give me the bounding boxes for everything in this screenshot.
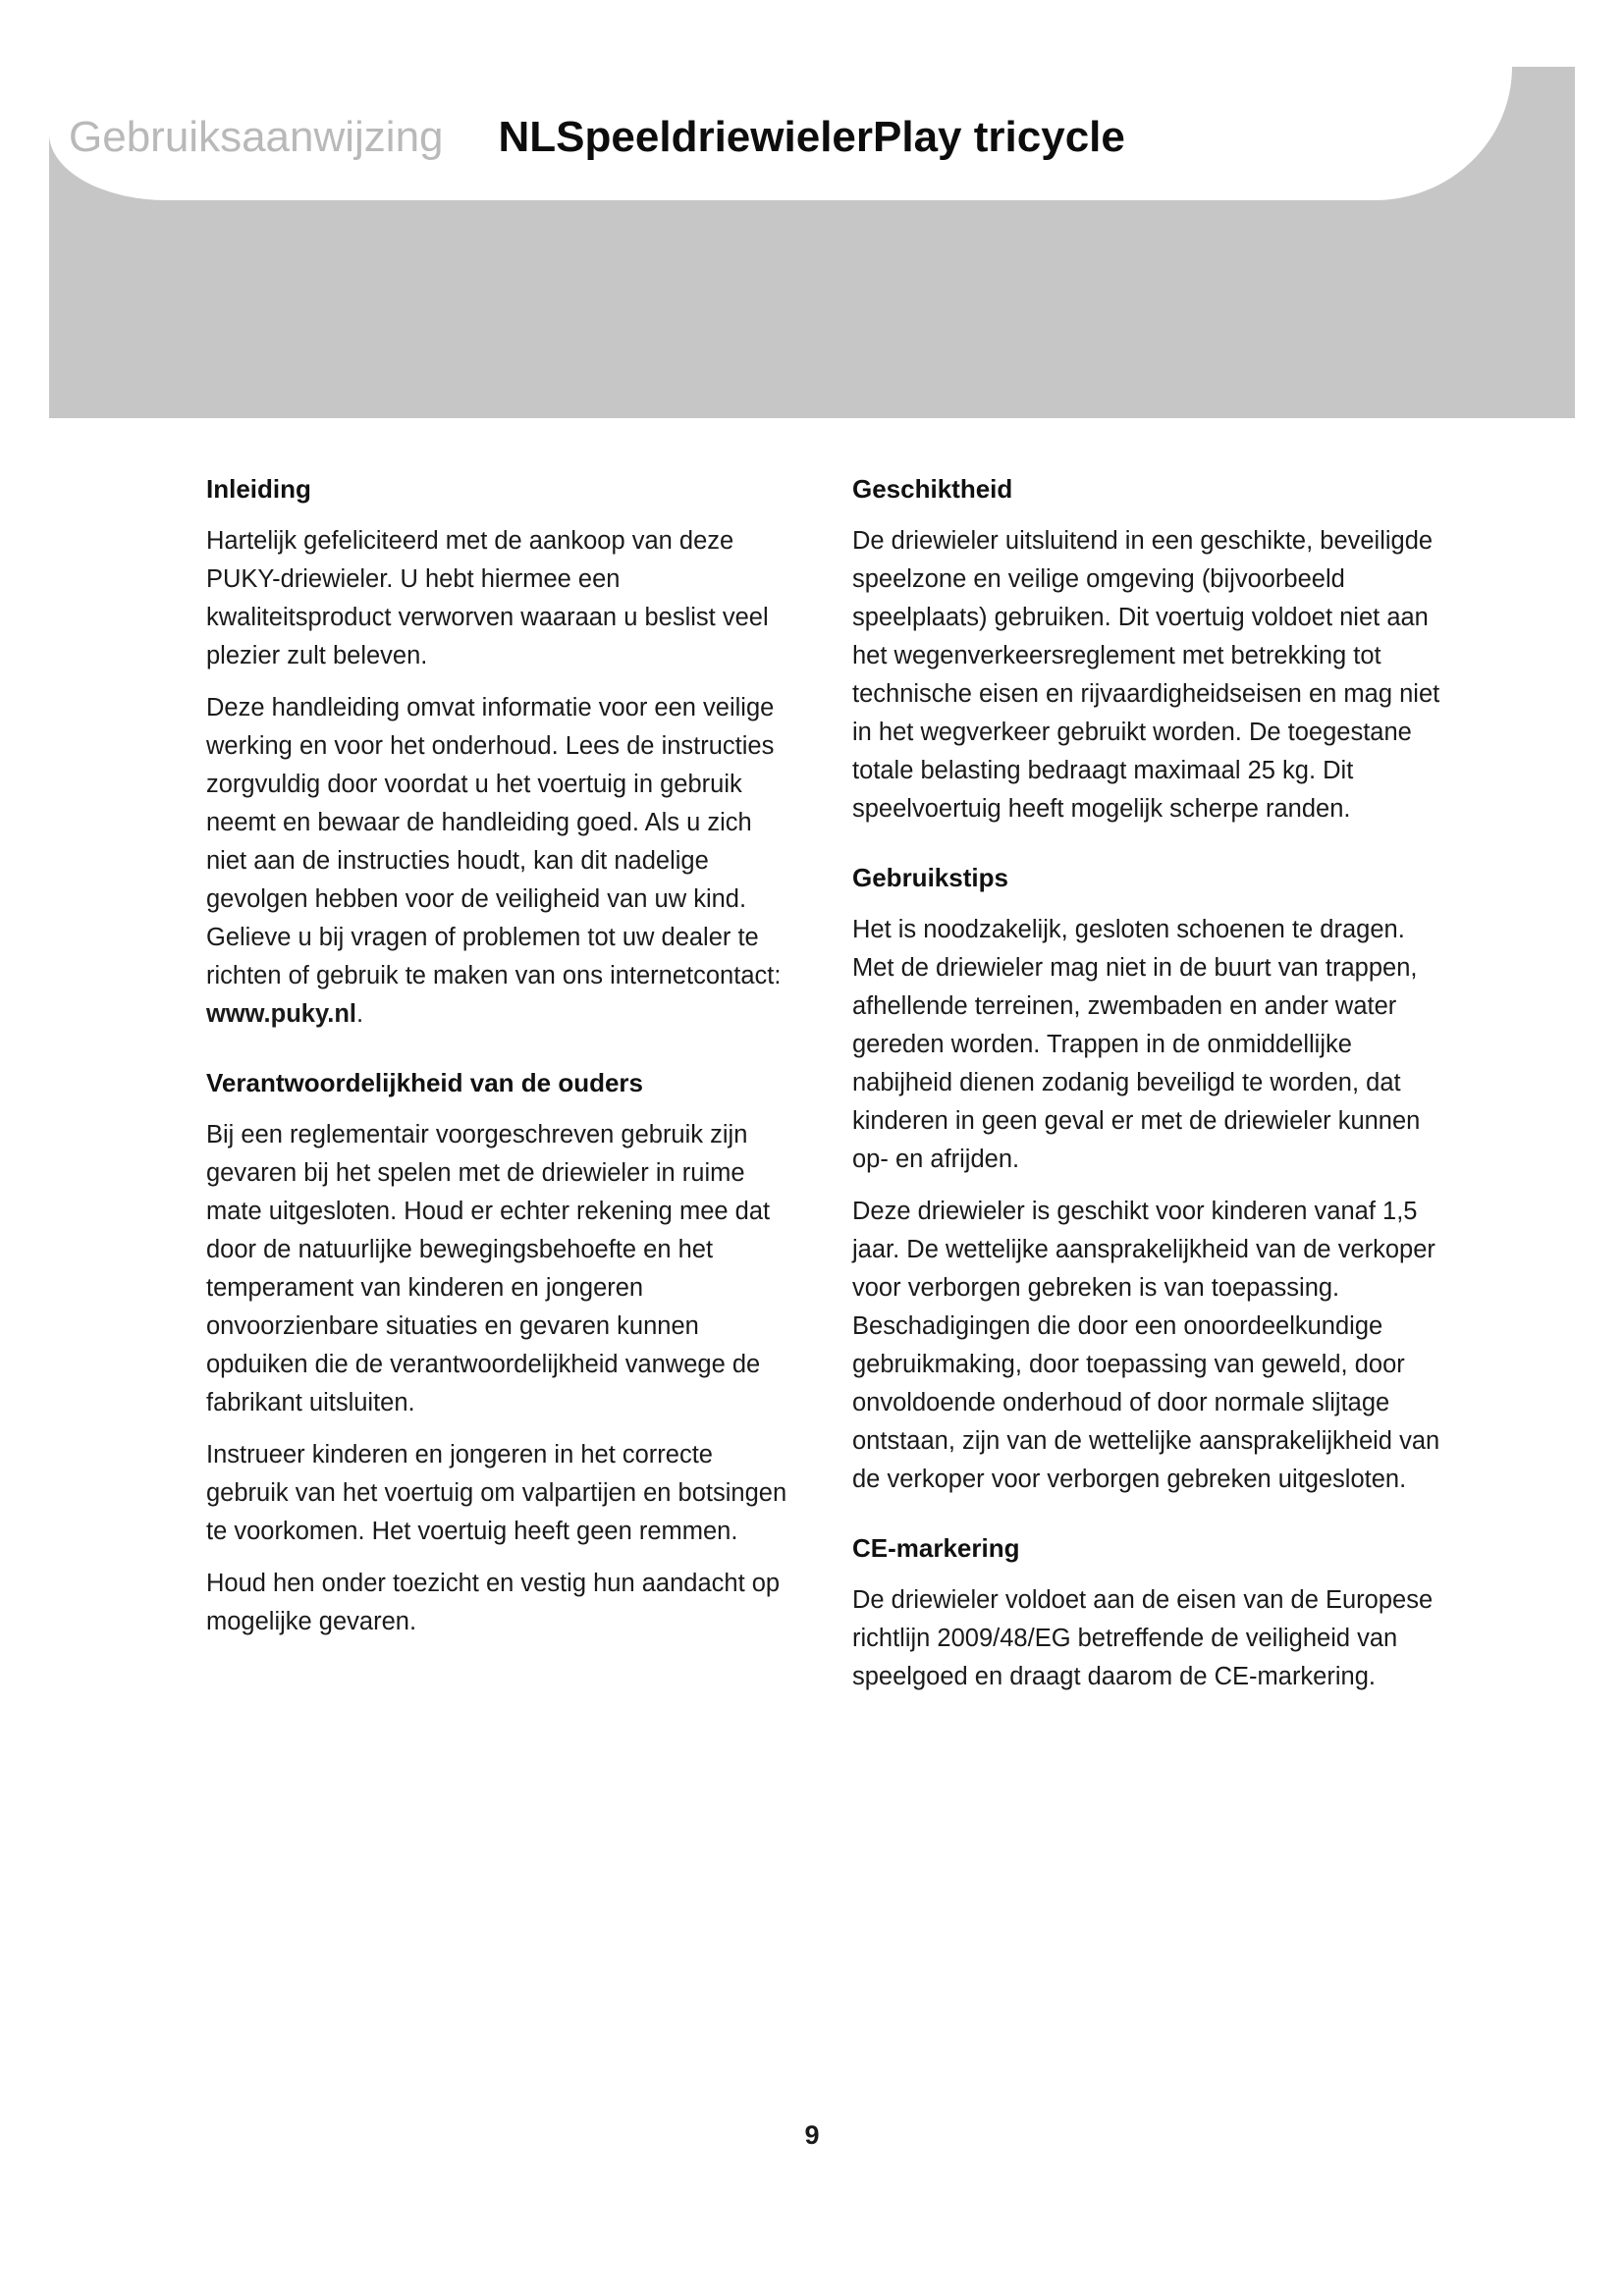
heading-inleiding: Inleiding [206,474,311,504]
page-number: 9 [804,2120,820,2150]
section-verantwoordelijkheid [206,1063,795,1641]
paragraph: Bij een reglementair voorgeschreven gebruik zijn gevaren bij het spelen met de driewieler in ruime mate uitgesloten. Houd er echter rekening mee dat door de natuurlijke bewegingsbehoefte en het temperament van kinderen en jongeren onvoorzienbare situaties en gevaren kunnen opduiken die de verantwoordelijkheid vanwege de fabrikant uitsluiten. [206,1121,771,1416]
left-column [206,469,795,1655]
paragraph: Houd hen onder toezicht en vestig hun aandacht op mogelijke gevaren. [206,1570,781,1635]
paragraph: Instrueer kinderen en jongeren in het correcte gebruik van het voertuig om valpartijen en botsingen te voorkomen. Het voertuig heeft geen remmen. [206,1441,787,1545]
paragraph: Deze driewieler is geschikt voor kinderen vanaf 1,5 jaar. De wettelijke aansprakelijkheid van de verkoper voor verborgen gebreken is van toepassing. Beschadigingen die door een onoordeelkundige gebruikmaking, door toepassing van geweld, door onvoldoende onderhoud of door normale slijtage ontstaan, zijn van de wettelijke aansprakelijkheid van de verkoper voor verborgen gebreken uitgesloten. [852,1198,1440,1493]
section-ce-markering [852,1528,1441,1696]
section-inleiding [206,469,795,1034]
heading-geschiktheid: Geschiktheid [852,474,1013,504]
paragraph-text: Deze handleiding omvat informatie voor een veilige werking en voor het onderhoud. Lees de instructies zorgvuldig door voordat u het voertuig in gebruik neemt en bewaar de handleiding goed. Als u zich niet aan de instructies houdt, kan dit nadelige gevolgen hebben voor de veiligheid van uw kind. Gelieve u bij vragen of problemen tot uw dealer te richten of gebruik te maken van ons internetcontact: [206,694,782,989]
paragraph-with-link [206,689,795,1034]
paragraph: Hartelijk gefeliciteerd met de aankoop van deze PUKY-driewieler. U hebt hiermee een kwaliteitsproduct verworven waaraan u beslist veel plezier zult beleven. [206,527,769,669]
page-header [69,110,1125,165]
link-suffix: . [356,1000,364,1028]
section-geschiktheid [852,469,1441,828]
header-label: Gebruiksaanwijzing [69,113,444,161]
paragraph: Het is noodzakelijk, gesloten schoenen te dragen. Met de driewieler mag niet in de buurt van trappen, afhellende terreinen, zwembaden en ander water gereden worden. Trappen in de onmiddellijke nabijheid dienen zodanig beveiligd te worden, dat kinderen in geen geval er met de driewieler kunnen op- en afrijden. [852,916,1421,1173]
paragraph: De driewieler uitsluitend in een geschikte, beveiligde speelzone en veilige omgeving (bijvoorbeeld speelplaats) gebruiken. Dit voertuig voldoet niet aan het wegenverkeersreglement met betrekking tot technische eisen en rijvaardigheidseisen en mag niet in het wegverkeer gebruikt worden. De toegestane totale belasting bedraagt maximaal 25 kg. Dit speelvoertuig heeft mogelijk scherpe randen. [852,527,1440,823]
heading-gebruikstips: Gebruikstips [852,863,1008,892]
heading-verantwoordelijkheid: Verantwoordelijkheid van de ouders [206,1068,644,1097]
section-gebruikstips [852,858,1441,1499]
header-product-title: NLSpeeldriewielerPlay tricycle [498,113,1125,161]
heading-ce-markering: CE-markering [852,1533,1020,1563]
website-link[interactable]: www.puky.nl [206,1000,357,1028]
paragraph: De driewieler voldoet aan de eisen van de Europese richtlijn 2009/48/EG betreffende de veiligheid van speelgoed en draagt daarom de CE-markering. [852,1586,1434,1690]
right-column [852,469,1441,1710]
